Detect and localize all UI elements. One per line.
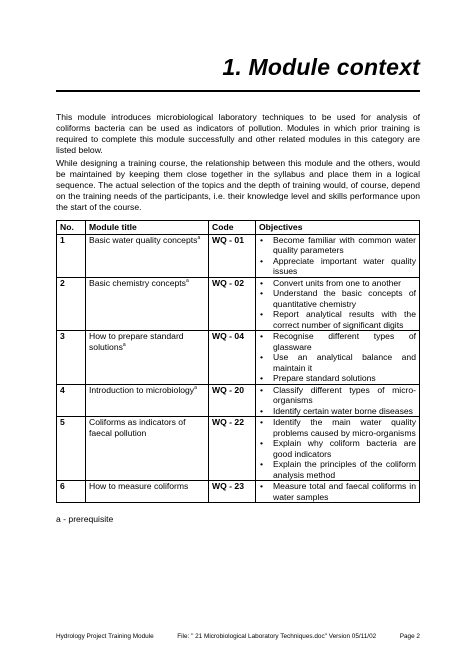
objectives-list <box>259 235 416 277</box>
objective-item: • Report analytical results with the correct number of significant digits <box>259 309 416 330</box>
prerequisite-marker: a <box>185 277 189 284</box>
objectives-list <box>259 417 416 480</box>
page-footer <box>56 633 420 640</box>
objectives-list <box>259 278 416 331</box>
header-no: No. <box>57 221 86 235</box>
intro-paragraph: This module introduces microbiological laboratory techniques to be used for analysis of coliforms bacteria can be used as indicators of pollution. Modules in which prior training is required to complete this module successfully and other related modules in this category are listed below. <box>56 112 420 155</box>
objective-item: • Recognise different types of glassware <box>259 331 416 352</box>
table-body <box>57 234 420 503</box>
table-row <box>57 384 420 417</box>
objectives-list <box>259 331 416 384</box>
objective-item: • Explain the principles of the coliform analysis method <box>259 459 416 480</box>
header-code: Code <box>209 221 256 235</box>
title-rule <box>56 90 420 92</box>
table-row <box>57 417 420 481</box>
module-number: 5 <box>57 417 86 481</box>
table-header-row <box>57 221 420 235</box>
footnote: a - prerequisite <box>56 514 114 524</box>
module-objectives <box>256 481 420 503</box>
module-title-text: Basic water quality concepts <box>89 234 198 245</box>
module-objectives <box>256 384 420 417</box>
objective-item: • Measure total and faecal coliforms in water samples <box>259 481 416 502</box>
prerequisite-marker: a <box>197 234 201 241</box>
objectives-list <box>259 481 416 502</box>
module-title <box>86 417 209 481</box>
module-title-text: How to prepare standard solutions <box>89 331 184 352</box>
objective-item: • Appreciate important water quality issues <box>259 256 416 277</box>
module-number: 3 <box>57 331 86 385</box>
module-objectives <box>256 331 420 385</box>
objective-item: • Use an analytical balance and maintain it <box>259 352 416 373</box>
table-row <box>57 234 420 277</box>
objectives-list <box>259 385 416 417</box>
objective-item: • Convert units from one to another <box>259 278 416 289</box>
module-title <box>86 331 209 385</box>
footer-page-number: Page 2 <box>399 633 420 640</box>
module-code: WQ - 01 <box>209 234 256 277</box>
module-code: WQ - 04 <box>209 331 256 385</box>
module-title <box>86 481 209 503</box>
module-number: 2 <box>57 277 86 331</box>
module-title-text: Basic chemistry concepts <box>89 277 186 288</box>
module-title-text: How to measure coliforms <box>89 481 189 491</box>
module-title-text: Coliforms as indicators of faecal pollution <box>89 417 186 438</box>
page-title: 1. Module context <box>222 54 420 80</box>
module-title <box>86 277 209 331</box>
module-code: WQ - 02 <box>209 277 256 331</box>
module-code: WQ - 20 <box>209 384 256 417</box>
module-number: 4 <box>57 384 86 417</box>
objective-item: • Classify different types of micro-organisms <box>259 385 416 406</box>
objective-item: • Identify certain water borne diseases <box>259 406 416 417</box>
objective-item: • Identify the main water quality problems caused by micro-organisms <box>259 417 416 438</box>
module-title-text: Introduction to microbiology <box>89 384 195 395</box>
module-objectives <box>256 277 420 331</box>
module-number: 1 <box>57 234 86 277</box>
prerequisite-marker: a <box>122 341 126 348</box>
module-code: WQ - 22 <box>209 417 256 481</box>
objective-item: • Become familiar with common water quality parameters <box>259 235 416 256</box>
module-objectives <box>256 417 420 481</box>
objective-item: • Understand the basic concepts of quantitative chemistry <box>259 288 416 309</box>
module-title <box>86 384 209 417</box>
prerequisite-marker: a <box>194 384 197 391</box>
module-table <box>56 220 420 503</box>
footer-module-name: Hydrology Project Training Module <box>56 633 154 640</box>
header-objectives: Objectives <box>256 221 420 235</box>
table-row <box>57 331 420 385</box>
module-objectives <box>256 234 420 277</box>
module-title <box>86 234 209 277</box>
header-module-title: Module title <box>86 221 209 235</box>
table-row <box>57 277 420 331</box>
module-code: WQ - 23 <box>209 481 256 503</box>
objective-item: • Explain why coliform bacteria are good indicators <box>259 438 416 459</box>
footer-file-info: File: " 21 Microbiological Laboratory Techniques.doc" Version 05/11/02 <box>177 633 377 640</box>
objective-item: • Prepare standard solutions <box>259 373 416 384</box>
course-design-paragraph: While designing a training course, the relationship between this module and the others, would be maintained by keeping them close together in the syllabus and place them in a logical sequence. The actual selection of the topics and the depth of training would, of course, depend on the training needs of the participants, i.e. their knowledge level and skills performance upon the start of the course. <box>56 158 420 212</box>
table-row <box>57 481 420 503</box>
module-number: 6 <box>57 481 86 503</box>
